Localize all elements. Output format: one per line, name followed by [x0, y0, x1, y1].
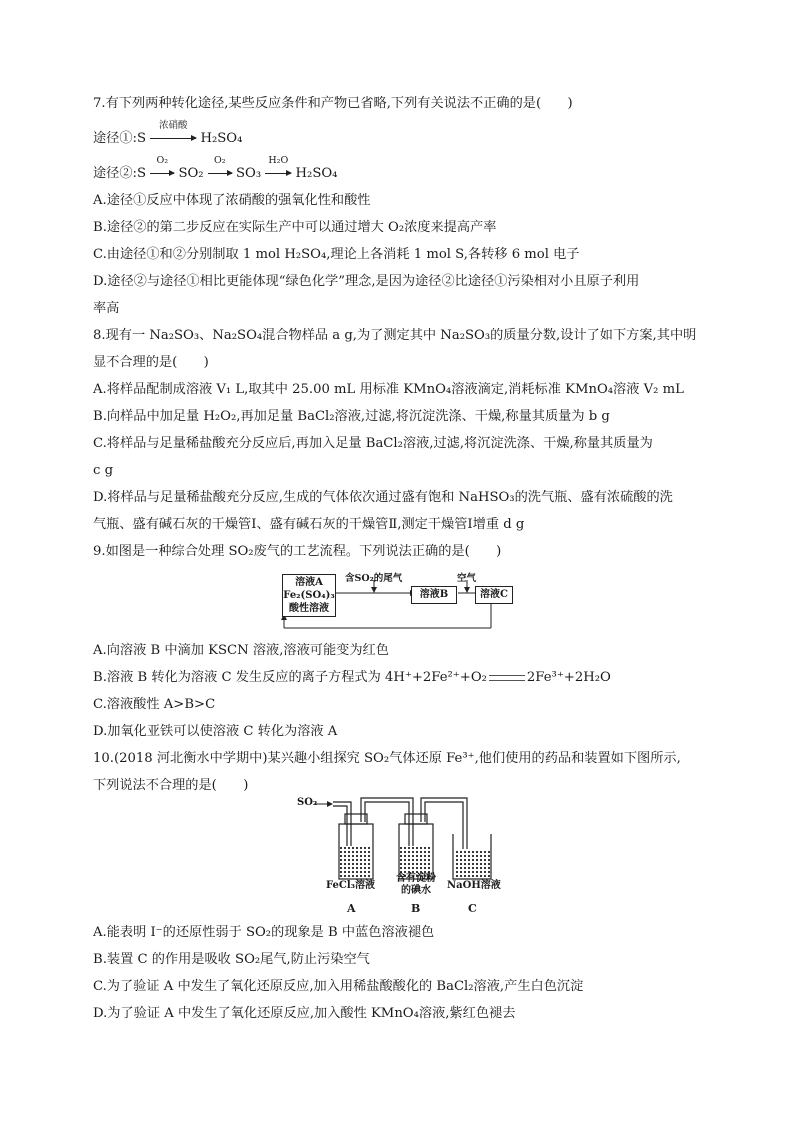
q8-option-a: A.将样品配制成溶液 V₁ L,取其中 25.00 mL 用标准 KMnO₄溶液滴定,消耗标准 KMnO₄溶液 V₂ mL [93, 382, 684, 397]
q10-option-b: B.装置 C 的作用是吸收 SO₂尾气,防止污染空气 [93, 952, 370, 967]
route2-reagent-3: H₂O [268, 155, 289, 166]
box-solution-c: 溶液C [475, 586, 513, 604]
route2-product-1: SO₂ [178, 166, 204, 181]
route2-arrow-1 [150, 155, 174, 183]
q9-option-a: A.向溶液 B 中滴加 KSCN 溶液,溶液可能变为红色 [93, 643, 389, 658]
q10-stem-cont: 下列说法不合理的是( ) [93, 778, 249, 793]
inlet-label: SO₂ [297, 797, 318, 808]
q9-b-right: 2Fe³⁺+2H₂O [526, 670, 611, 685]
q10-option-a: A.能表明 I⁻的还原性弱于 SO₂的现象是 B 中蓝色溶液褪色 [93, 925, 435, 940]
box-a-line3: 酸性溶液 [289, 603, 329, 614]
q8-option-d: D.将样品与足量稀盐酸充分反应,生成的气体依次通过盛有饱和 NaHSO₃的洗气瓶、盛有浓硫酸的洗 [93, 490, 673, 505]
q10-option-d: D.为了验证 A 中发生了氧化还原反应,加入酸性 KMnO₄溶液,紫红色褪去 [93, 1006, 516, 1021]
letter-b: B [411, 902, 421, 915]
box-solution-a [282, 574, 336, 617]
q8-option-b: B.向样品中加足量 H₂O₂,再加足量 BaCl₂溶液,过滤,将沉淀洗涤、干燥,称量其质量为 b g [93, 409, 610, 424]
route2-arrow-3 [265, 155, 291, 183]
q8-option-c-cont: c g [93, 463, 114, 478]
q7-route2 [93, 155, 338, 183]
q8-stem: 8.现有一 Na₂SO₃、Na₂SO₄混合物样品 a g,为了测定其中 Na₂SO₃的质量分数,设计了如下方案,其中明 [93, 328, 697, 343]
q7-stem: 7.有下列两种转化途径,某些反应条件和产物已省略,下列有关说法不正确的是( ) [93, 96, 573, 111]
box-a-line1: 溶液A [295, 577, 323, 588]
q7-route1 [93, 120, 243, 148]
route1-reagent: 浓硝酸 [158, 120, 188, 131]
q7-option-d-cont: 率高 [93, 301, 120, 316]
q7-option-a: A.途径①反应中体现了浓硝酸的强氧化性和酸性 [93, 193, 371, 208]
arrow1-label: 含SO₂的尾气 [345, 573, 403, 584]
q10-option-c: C.为了验证 A 中发生了氧化还原反应,加入用稀盐酸酸化的 BaCl₂溶液,产生白色沉淀 [93, 979, 584, 994]
letter-a: A [347, 902, 356, 915]
box-a-line2: Fe₂(SO₄)₃ [283, 590, 335, 601]
q10-stem: 10.(2018 河北衡水中学期中)某兴趣小组探究 SO₂气体还原 Fe³⁺,他们使用的药品和装置如下图所示, [93, 751, 681, 766]
q7-option-d: D.途径②与途径①相比更能体现“绿色化学”理念,是因为途径②比途径①污染相对小且原子利用 [93, 274, 640, 289]
q7-option-c: C.由途径①和②分别制取 1 mol H₂SO₄,理论上各消耗 1 mol S,各转移 6 mol 电子 [93, 247, 580, 262]
route2-reagent-1: O₂ [156, 155, 169, 166]
route1-arrow [150, 120, 196, 148]
label-c: NaOH溶液 [447, 880, 501, 891]
q9-option-d: D.加氧化亚铁可以使溶液 C 转化为溶液 A [93, 724, 338, 739]
q9-option-b [93, 669, 611, 687]
box-solution-b: 溶液B [411, 586, 457, 604]
arrow2-label: 空气 [457, 573, 477, 584]
label-a: FeCl₃溶液 [326, 880, 376, 891]
q8-option-d-cont: 气瓶、盛有碱石灰的干燥管Ⅰ、盛有碱石灰的干燥管Ⅱ,测定干燥管Ⅰ增重 d g [93, 517, 525, 532]
label-b-line1: 含有淀粉 [396, 873, 436, 884]
q9-stem: 9.如图是一种综合处理 SO₂废气的工艺流程。下列说法正确的是( ) [93, 544, 502, 559]
route2-product-3: H₂SO₄ [295, 166, 338, 181]
label-b-line2: 的碘水 [401, 885, 431, 896]
apparatus-drawing [315, 794, 505, 884]
route2-prefix: 途径②:S [93, 166, 147, 181]
route1-product: H₂SO₄ [200, 131, 243, 146]
q9-option-c: C.溶液酸性 A>B>C [93, 697, 216, 712]
equals-sign [489, 675, 525, 681]
q9-b-left: B.溶液 B 转化为溶液 C 发生反应的离子方程式为 4H⁺+2Fe²⁺+O₂ [93, 670, 487, 685]
route2-product-2: SO₃ [236, 166, 262, 181]
route1-prefix: 途径①:S [93, 131, 147, 146]
q8-option-c: C.将样品与足量稀盐酸充分反应后,再加入足量 BaCl₂溶液,过滤,将沉淀洗涤、干燥,称量其质量为 [93, 436, 653, 451]
q7-option-b: B.途径②的第二步反应在实际生产中可以通过增大 O₂浓度来提高产率 [93, 220, 497, 235]
route2-reagent-2: O₂ [213, 155, 226, 166]
q8-stem-cont: 显不合理的是( ) [93, 355, 209, 370]
label-b [396, 873, 436, 897]
letter-c: C [468, 902, 477, 915]
route2-arrow-2 [208, 155, 232, 183]
